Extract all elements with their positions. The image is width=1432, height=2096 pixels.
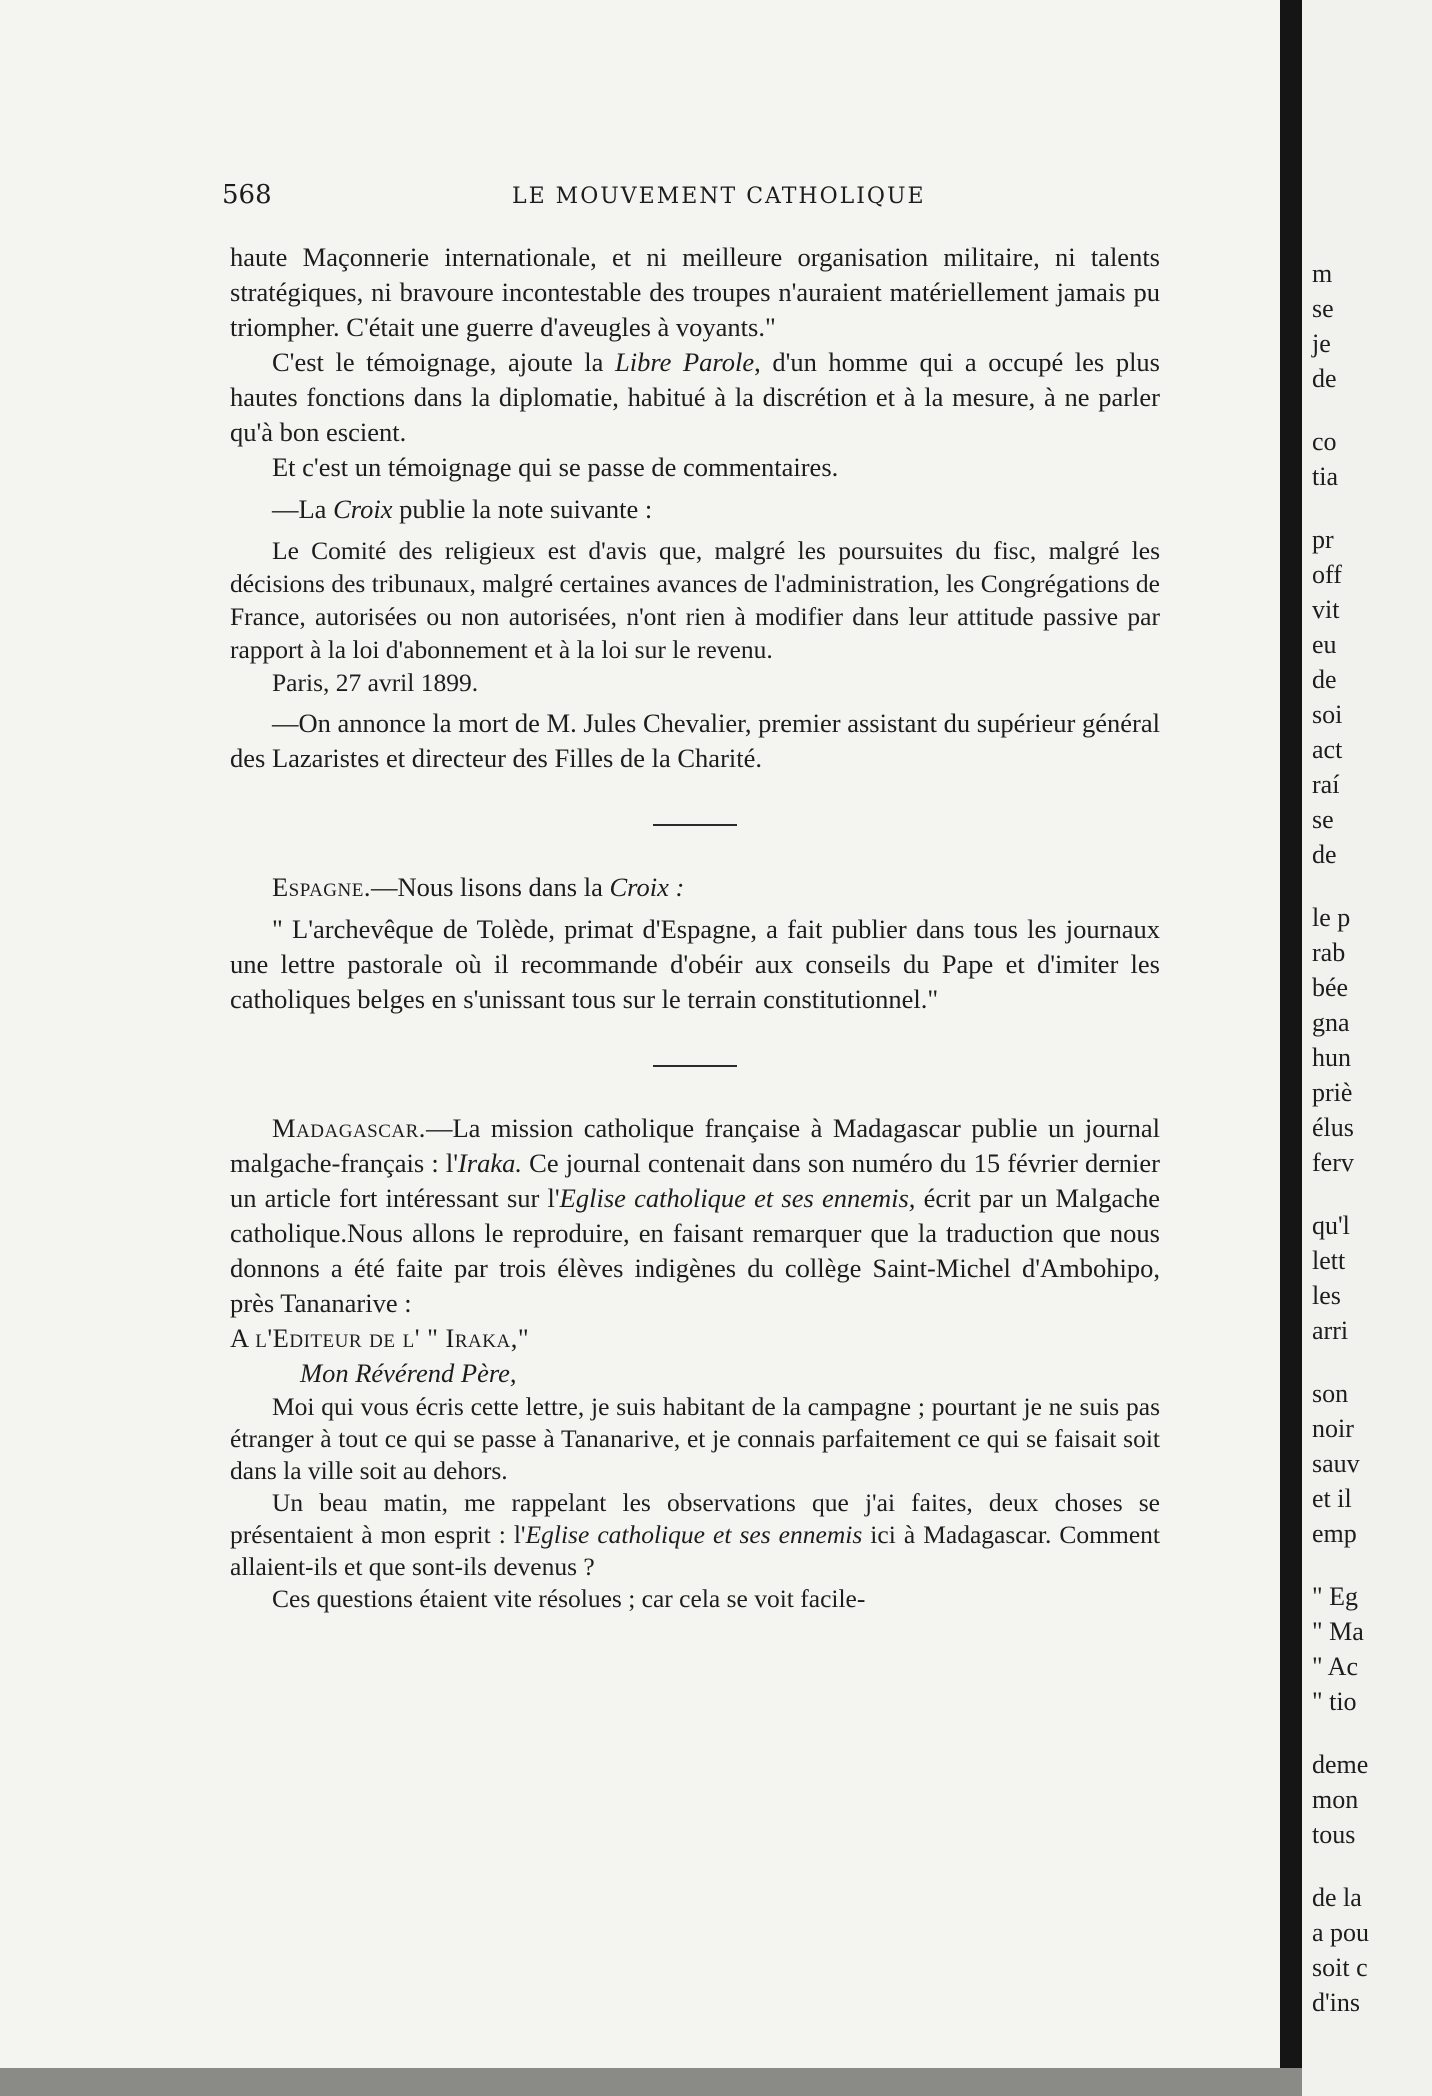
right-page-line: de	[1312, 840, 1337, 869]
right-page-line: " Ma	[1312, 1617, 1364, 1646]
right-page-line: élus	[1312, 1113, 1354, 1142]
espagne-heading: Espagne.—Nous lisons dans la Croix :	[272, 872, 685, 902]
paragraph-1: haute Maçonnerie internationale, et ni meilleure organisation militaire, ni talents stratégiques, ni bravoure incontestable des troupes n'auraient matériellement jamais pu triompher. C'était une guerre d'aveugles à voyants."	[230, 242, 1160, 342]
right-page-line: de	[1312, 364, 1337, 393]
paragraph-4: —La Croix publie la note suivante :	[272, 494, 653, 524]
right-page-line: bée	[1312, 973, 1349, 1002]
letter-body	[230, 1391, 1160, 1615]
right-page-line: act	[1312, 735, 1343, 764]
page-header	[222, 180, 1162, 220]
espagne-quote: " L'archevêque de Tolède, primat d'Espagne, a fait publier dans tous les journaux une lettre pastorale où il recommande d'obéir aux conseils du Pape et d'imiter les catholiques belges en s'unissant tous sur le terrain constitutionnel."	[230, 914, 1160, 1014]
right-page-line: eu	[1312, 630, 1337, 659]
page-bottom-edge	[0, 2068, 1302, 2096]
section-divider-2	[653, 1065, 737, 1067]
right-page-line: hun	[1312, 1043, 1351, 1072]
right-page-line	[1312, 1551, 1432, 1579]
right-page-line: d'ins	[1312, 1988, 1361, 2017]
running-title: LE MOUVEMENT CATHOLIQUE	[512, 184, 926, 209]
note-date: Paris, 27 avril 1899.	[272, 668, 479, 697]
right-page-line: raí	[1312, 770, 1340, 799]
right-page-line: priè	[1312, 1078, 1353, 1107]
right-page-line: de	[1312, 665, 1337, 694]
section-divider	[653, 824, 737, 826]
right-page-line	[1312, 872, 1432, 900]
right-page-line: tia	[1312, 462, 1338, 491]
right-page-line: mon	[1312, 1785, 1359, 1814]
letter-paragraph-1: Moi qui vous écris cette lettre, je suis habitant de la campagne ; pourtant je ne suis pas étranger à tout ce qui se passe à Tananarive, et je connais parfaitement ce qui se faisait soit dans la ville soit au dehors.	[230, 1392, 1160, 1485]
right-page-line: co	[1312, 427, 1337, 456]
right-page-line: et il	[1312, 1484, 1352, 1513]
right-page-line: tous	[1312, 1820, 1356, 1849]
paragraph-2: C'est le témoignage, ajoute la Libre Parole, d'un homme qui a occupé les plus hautes fonctions dans la diplomatie, habitué à la discrétion et à la mesure, à ne parler qu'à bon escient.	[230, 347, 1160, 447]
right-page-line: soi	[1312, 700, 1343, 729]
right-page-line: ferv	[1312, 1148, 1354, 1177]
right-page-line: vit	[1312, 595, 1340, 624]
right-page-line: les	[1312, 1281, 1341, 1310]
right-page-line	[1312, 1852, 1432, 1880]
quoted-note: Le Comité des religieux est d'avis que, malgré les poursuites du fisc, malgré les décisions des tribunaux, malgré certaines avances de l'administration, les Congrégations de France, autorisées ou non autorisées, n'ont rien à modifier dans leur attitude passive par rapport à la loi d'abonnement et à la loi sur le revenu.	[230, 536, 1160, 664]
body-text	[230, 240, 1160, 1615]
right-page-line	[1312, 1719, 1432, 1747]
right-page-line: emp	[1312, 1519, 1357, 1548]
right-page-line: sauv	[1312, 1449, 1360, 1478]
right-page-line: je	[1312, 329, 1331, 358]
right-page-line: pr	[1312, 525, 1334, 554]
right-page-line: son	[1312, 1379, 1349, 1408]
right-page-line: se	[1312, 805, 1334, 834]
letter-salutation: Mon Révérend Père,	[300, 1358, 517, 1388]
paragraph-obituary: —On annonce la mort de M. Jules Chevalier, premier assistant du supérieur général des Lazaristes et directeur des Filles de la Charité.	[230, 708, 1160, 773]
right-page-line: " tio	[1312, 1687, 1357, 1716]
right-page-line	[1312, 1348, 1432, 1376]
right-page-line: off	[1312, 560, 1342, 589]
right-page-line: deme	[1312, 1750, 1369, 1779]
right-page-line	[1312, 494, 1432, 522]
right-page-line: rab	[1312, 938, 1346, 967]
letter-address: A l'Editeur de l' " Iraka,"	[230, 1323, 530, 1353]
paragraph-3: Et c'est un témoignage qui se passe de commentaires.	[272, 452, 839, 482]
right-page-line: a pou	[1312, 1918, 1370, 1947]
right-page-line: gna	[1312, 1008, 1350, 1037]
right-page-line: qu'l	[1312, 1211, 1350, 1240]
right-page-line: m	[1312, 259, 1333, 288]
right-page-line: arri	[1312, 1316, 1349, 1345]
right-page-line: se	[1312, 294, 1334, 323]
right-page-fragments	[1312, 256, 1432, 2020]
right-page-line: noir	[1312, 1414, 1354, 1443]
right-page-line: lett	[1312, 1246, 1346, 1275]
right-page-line: " Ac	[1312, 1652, 1358, 1681]
right-page-line	[1312, 1180, 1432, 1208]
right-page-line: soit c	[1312, 1953, 1368, 1982]
book-gutter	[1280, 0, 1302, 2096]
right-page	[1302, 0, 1432, 2096]
right-page-line: le p	[1312, 903, 1351, 932]
right-page-line	[1312, 396, 1432, 424]
right-page-line: " Eg	[1312, 1582, 1358, 1611]
letter-paragraph-2: Un beau matin, me rappelant les observations que j'ai faites, deux choses se présentaient à mon esprit : l'Eglise catholique et ses ennemis ici à Madagascar. Comment allaient-ils et que sont-ils devenus ?	[230, 1488, 1160, 1581]
page-number: 568	[222, 180, 272, 210]
letter-paragraph-3: Ces questions étaient vite résolues ; car cela se voit facile-	[272, 1584, 866, 1613]
madagascar-paragraph: Madagascar.—La mission catholique française à Madagascar publie un journal malgache-français : l'Iraka. Ce journal contenait dans son numéro du 15 février dernier un article fort intéressant sur l'Eglise catholique et ses ennemis, écrit par un Malgache catholique.Nous allons le reproduire, en faisant remarquer que la traduction que nous donnons a été faite par trois élèves indigènes du collège Saint-Michel d'Ambohipo, près Tananarive :	[230, 1113, 1161, 1318]
right-page-line: de la	[1312, 1883, 1362, 1912]
